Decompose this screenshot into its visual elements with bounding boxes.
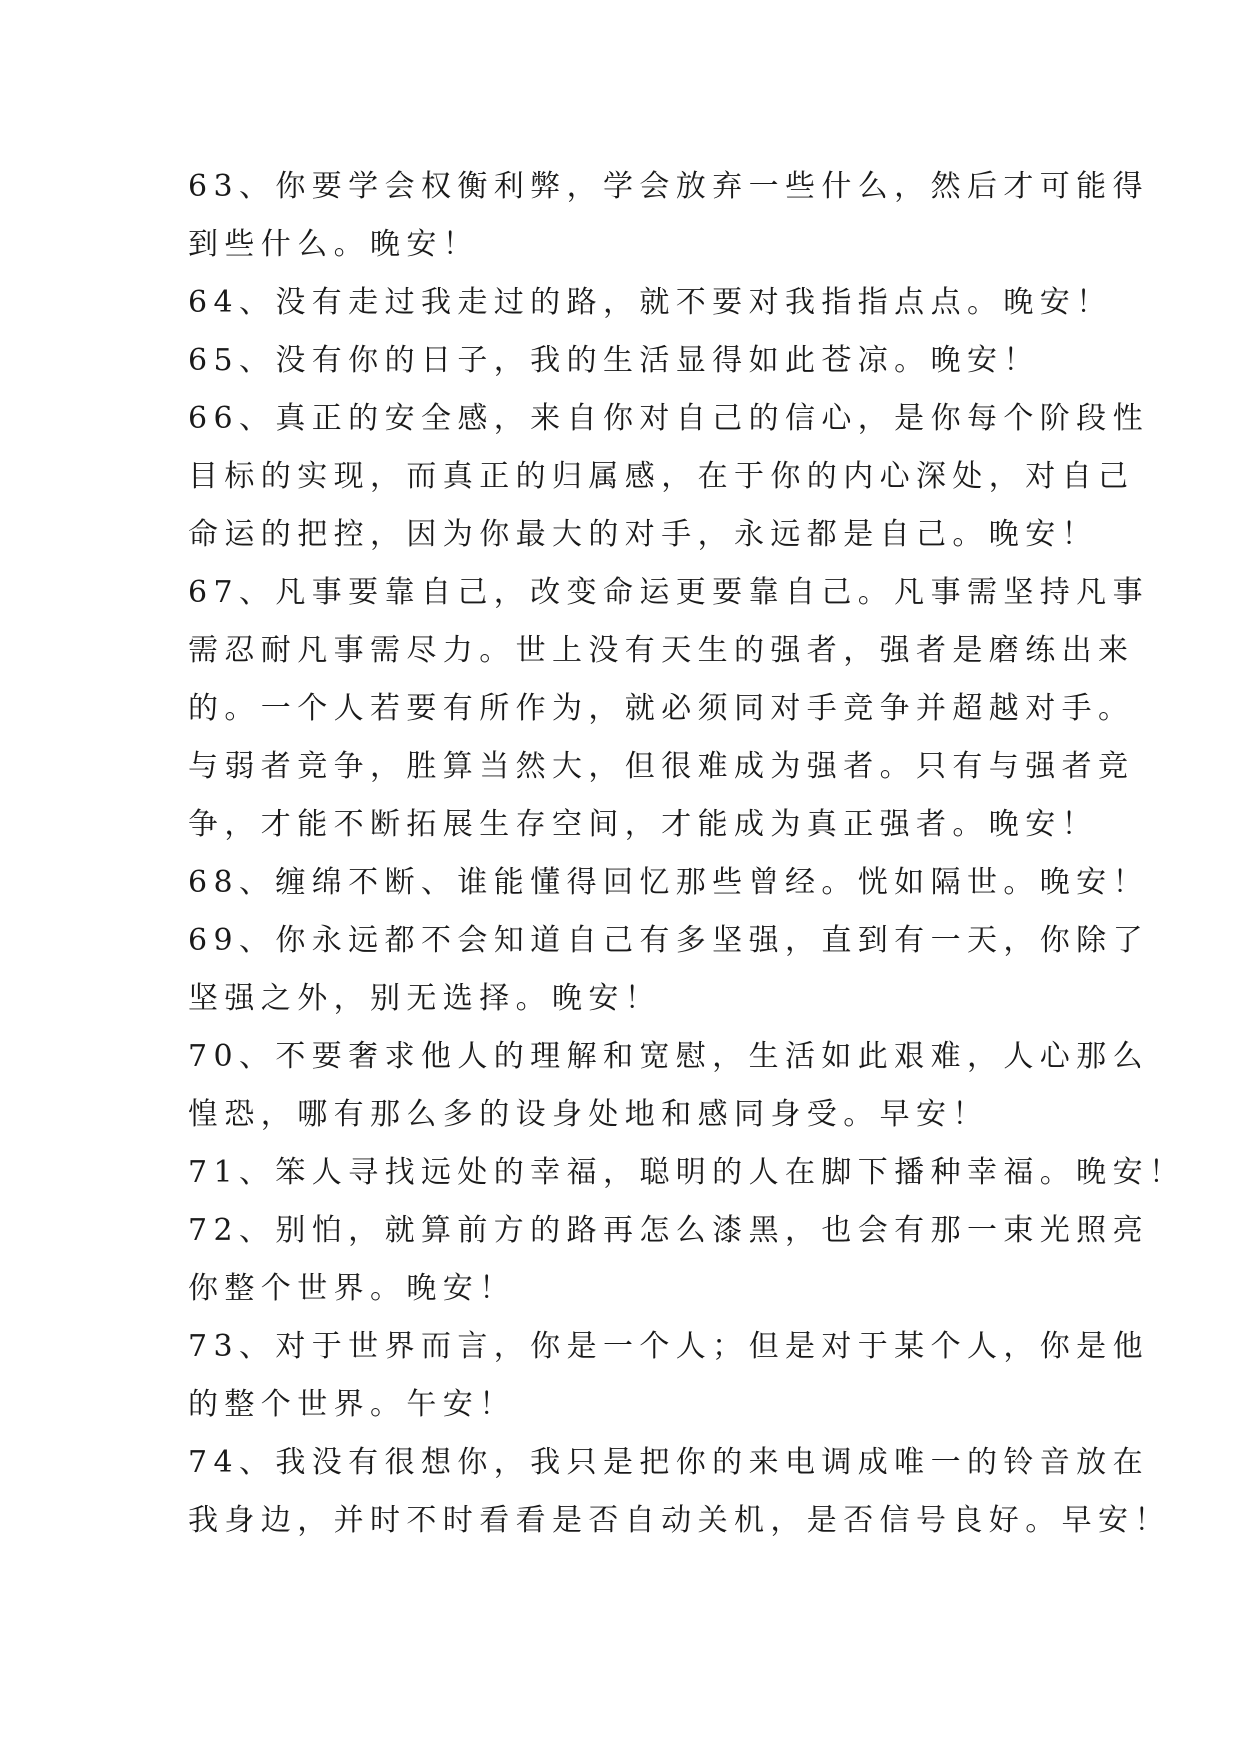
document-body <box>188 158 1186 1550</box>
text-line: 的整个世界。午安！ <box>188 1387 516 1422</box>
text-line: 需忍耐凡事需尽力。世上没有天生的强者，强者是磨练出来 <box>188 633 1135 668</box>
text-line: 到些什么。晚安！ <box>188 227 480 262</box>
text-line: 68、缠绵不断、谁能懂得回忆那些曾经。恍如隔世。晚安！ <box>188 865 1149 900</box>
text-line: 63、你要学会权衡利弊，学会放弃一些什么，然后才可能得 <box>188 169 1149 204</box>
text-line: 你整个世界。晚安！ <box>188 1271 516 1306</box>
text-line: 我身边，并时不时看看是否自动关机，是否信号良好。早安！ <box>188 1503 1171 1538</box>
text-line: 67、凡事要靠自己，改变命运更要靠自己。凡事需坚持凡事 <box>188 575 1149 610</box>
text-line: 65、没有你的日子，我的生活显得如此苍凉。晚安！ <box>188 343 1040 378</box>
text-line: 目标的实现，而真正的归属感，在于你的内心深处，对自己 <box>188 459 1135 494</box>
text-line: 73、对于世界而言，你是一个人；但是对于某个人，你是他 <box>188 1329 1149 1364</box>
text-line: 与弱者竞争，胜算当然大，但很难成为强者。只有与强者竞 <box>188 749 1135 784</box>
text-line: 争，才能不断拓展生存空间，才能成为真正强者。晚安！ <box>188 807 1098 842</box>
text-line: 74、我没有很想你，我只是把你的来电调成唯一的铃音放在 <box>188 1445 1149 1480</box>
text-line: 72、别怕，就算前方的路再怎么漆黑，也会有那一束光照亮 <box>188 1213 1149 1248</box>
text-line: 64、没有走过我走过的路，就不要对我指指点点。晚安！ <box>188 285 1113 320</box>
text-line: 69、你永远都不会知道自己有多坚强，直到有一天，你除了 <box>188 923 1149 958</box>
text-line: 惶恐，哪有那么多的设身处地和感同身受。早安！ <box>188 1097 989 1132</box>
text-line: 66、真正的安全感，来自你对自己的信心，是你每个阶段性 <box>188 401 1149 436</box>
text-line: 70、不要奢求他人的理解和宽慰，生活如此艰难，人心那么 <box>188 1039 1149 1074</box>
text-line: 71、笨人寻找远处的幸福，聪明的人在脚下播种幸福。晚安！ <box>188 1155 1186 1190</box>
text-line: 坚强之外，别无选择。晚安！ <box>188 981 662 1016</box>
text-line: 命运的把控，因为你最大的对手，永远都是自己。晚安！ <box>188 517 1098 552</box>
text-line: 的。一个人若要有所作为，就必须同对手竞争并超越对手。 <box>188 691 1135 726</box>
